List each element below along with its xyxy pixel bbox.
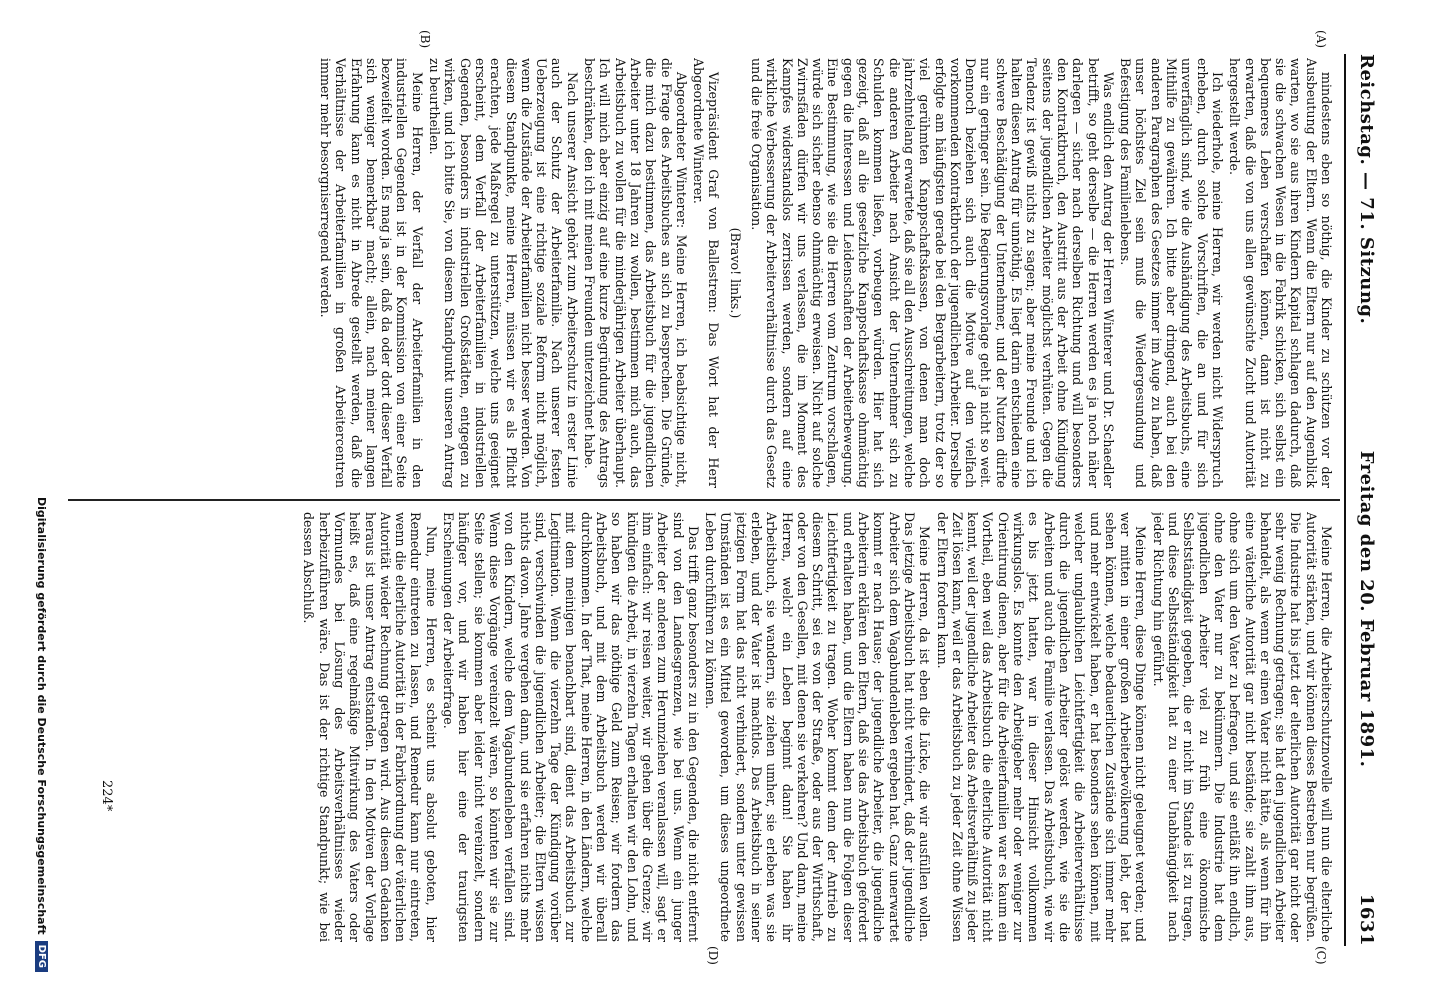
paragraph: Nach unserer Ansicht gehört zum Arbeiterschutz in erster Linie auch der Schutz der Arbeiterfamilie. Nach unserer festen Ueberzeugung ist eine richtige soziale Reform nicht möglich, wenn die Zustände der Arbeiterfamilien nicht besser werden. Von diesem Standpunkte, meine Herren, müssen wir es als Pflicht erachten, jede Maßregel zu unterstützen, welche uns geeignet erscheint, dem Verfall der Arbeiterfamilien in industriellen Gegenden, besonders in industriellen Großstädten, entgegen zu wirken, und ich bitte Sie, von diesem Standpunkt unseren Antrag zu beurtheilen. <box>427 58 580 488</box>
paragraph: Meine Herren, diese Dinge können nicht geleugnet werden; und wer mitten in einer großen Arbeiterbevölkerung lebt, der hat sehen können, welche bedauerlichen Zustände sich immer mehr und mehr entwickelt haben, er hat besonders sehen können, mit welcher unglaublichen Leichtfertigkeit die Arbeiterverhältnisse durch die jugendlichen Arbeiter gelöst werden, wie sie die Arbeiten und auch die Familie verlassen. Das Arbeitsbuch, wie wir es bis jetzt hatten, war in dieser Hinsicht vollkommen wirkungslos. Es konnte den Arbeitgeber mehr oder weniger zur Orientirung dienen, aber für die Arbeiterfamilien war es kaum ein Vortheil, eben weil das Arbeitsbuch die elterliche Autorität nicht kennt, weil der jugendliche Arbeiter das Arbeitsverhältniß zu jeder Zeit lösen kann, weil er das Arbeitsbuch zu jeder Zeit ohne Wissen der Eltern fordern kann. <box>934 512 1149 942</box>
paragraph: Meine Herren, da ist eben die Lücke, die wir ausfüllen wollen. Das jetzige Arbeitsbuch hat nicht verhindert, daß der jugendliche Arbeiter sich dem Vagabundenleben ergeben hat. Ganz unerwartet kommt er nach Hause; der jugendliche Arbeiter, die jugendliche Arbeiterin erklären den Eltern, daß sie das Arbeitsbuch gefordert und erhalten haben, und die Eltern haben nun die Folgen dieser Leichtfertigkeit zu tragen. Woher kommt denn der Antrieb zu diesem Schritt, sei es von der Straße, oder aus der Wirthschaft, oder von den Gesellen, mit denen sie verkehren? Und dann, meine Herren, welch' ein Leben beginnt dann! Sie haben ihr Arbeitsbuch, sie wandern, sie ziehen umher, sie erleben was sie erleben, und der Vater ist machtlos. Das Arbeitsbuch in seiner jetzigen Form hat das nicht verhindert, sondern unter gewissen Umständen ist es ein Mittel geworden, um dieses ungeordnete Leben durchführen zu können. <box>703 512 933 942</box>
paragraph: Was endlich den Antrag der Herren Winterer und Dr. Schaedler betrifft, so geht derselbe — die Herren werden es ja noch näher darlegen — sicher nach derselben Richtung und will besonders den Kontraktbruch, den Austritt aus der Arbeit ohne Kündigung seitens der jugendlichen Arbeiter möglichst verhüten. Gegen die Tendenz ist gewiß nichts zu sagen; aber meine Freunde und ich halten diesen Antrag für unnöthig. Es liegt darin entschieden eine schwere Beschädigung der Unternehmer, und der Nutzen dürfte nur ein geringer sein. Die Regierungsvorlage geht ja nicht so weit. Dennoch beziehen sich auch die Motive auf den vielfach vorkommenden Kontraktbruch der jugendlichen Arbeiter. Derselbe erfolgte am häufigsten gerade bei den Bergarbeitern, trotz der so viel gerühmten Knappschaftskassen, von denen man doch jahrzehntelang erwartete, daß sie all den Ausschreitungen, welche die anderen Arbeiter nach Ansicht der Unternehmer sich zu Schulden kommen ließen, vorbeugen würden. Hier hat sich gezeigt, daß all die gesetzliche Knappschaftskasse ohnmächtig gegen die Interessen und Leidenschaften der Arbeiterbewegung. Eine Bestimmung, wie sie die Herren vom Zentrum vorschlagen, würde sich sicher ebenso ohnmächtig erweisen. Nicht auf solche Zwirnsfäden dürfen wir uns verlassen, die im Moment des Kampfes widerstandslos zerrissen werden, sondern auf eine wirkliche Verbesserung der Arbeiterverhältnisse durch das Gesetz und die freie Organisation. <box>749 58 1116 488</box>
column-divider <box>68 499 1340 501</box>
margin-marker-b: (B) <box>418 30 432 49</box>
credit-text: Digitalisierung gefördert durch die Deutsche Forschungsgemeinschaft <box>35 496 49 935</box>
page-header <box>1352 54 1382 946</box>
margin-marker-a: (A) <box>1314 30 1328 49</box>
signature-mark: 224* <box>99 780 114 812</box>
header-left: Reichstag. — 71. Sitzung. <box>1356 54 1378 325</box>
paragraph: Meine Herren, die Arbeiterschutznovelle will nun die elterliche Autorität stärken, und wir können dieses Bestreben nur begrüßen. Die Industrie hat bis jetzt der elterlichen Autorität gar nicht oder sehr wenig Rechnung getragen; sie hat den jugendlichen Arbeiter behandelt, als wenn er einen Vater nicht hätte, als wenn für ihn eine väterliche Autorität gar nicht bestände; sie zahlt ihm aus, ohne sich um den Vater zu befragen, und sie entläßt ihn endlich, ohne den Vater nur zu bekümmern. Die Industrie hat dem jugendlichen Arbeiter viel zu früh eine ökonomische Selbstständigkeit gegeben, die er nicht im Stande ist zu tragen, und diese Selbstständigkeit hat zu einer Unabhängigkeit nach jeder Richtung hin geführt. <box>1150 512 1334 942</box>
dfg-logo: DFG <box>36 941 49 972</box>
margin-marker-c: (C) <box>1314 946 1328 965</box>
page-number: 1631 <box>1356 893 1378 946</box>
left-column <box>66 58 1334 488</box>
margin-marker-d: (D) <box>706 946 720 965</box>
paragraph: Abgeordneter Winterer: Meine Herren, ich beabsichtige nicht, die Frage des Arbeitsbuches an sich zu besprechen. Die Gründe, die mich dazu bestimmen, das Arbeitsbuch für die jugendlichen Arbeiter unter 18 Jahren zu wollen, bestimmen mich auch, das Arbeitsbuch zu wollen für die minderjährigen Arbeiter überhaupt. Ich will mich aber einzig auf eine kurze Begründung des Antrags beschränken, den ich mit meinen Freunden unterzeichnet habe. <box>582 58 689 488</box>
paragraph: Nun, meine Herren, es scheint uns absolut geboten, hier Remedur eintreten zu lassen, und Remedur kann nur eintreten, wenn die elterliche Autorität in der Fabrikordnung der väterlichen Autorität wieder Rechnung getragen wird. Aus diesem Gedanken heraus ist unser Antrag entstanden. In den Motiven der Vorlage heißt es, daß eine regelmäßige Mitwirkung des Vaters oder Vormundes bei Lösung des Arbeitsverhältnisses wieder herbeizuführen wäre. Das ist der richtige Standpunkt; wie bei dessen Abschluß. <box>301 512 439 942</box>
header-date: Freitag den 20. Februar 1891. <box>1356 450 1378 768</box>
right-column <box>66 512 1334 942</box>
paragraph: Das trifft ganz besonders zu in den Gegenden, die nicht entfernt sind von den Landesgrenzen, wie bei uns. Wenn ein junger Arbeiter der anderen zum Herumziehen veranlassen will, sagt er ihm einfach: wir reisen weiter, wir gehen über die Grenze; wir kündigen die Arbeit, in vierzehn Tagen erhalten wir den Lohn, und so haben wir das nöthige Geld zum Reisen; wir fordern das Arbeitsbuch, und mit dem Arbeitsbuch werden wir überall durchkommen. In der That, meine Herren, in den Ländern, welche mit dem meinigen benachbart sind, dient das Arbeitsbuch zur Legitimation. Wenn die vierzehn Tage der Kündigung vorüber sind, verschwinden die jugendlichen Arbeiter; die Eltern wissen nichts davon. Jahre vergehen dann, und sie erfahren nichts mehr von den Kindern, welche dem Vagabundenleben verfallen sind. Wenn diese Vorgänge vereinzelt wären, so könnten wir sie zur Seite stellen; sie kommen aber leider nicht vereinzelt, sondern häufiger vor, und wir haben hier eine der traurigsten Erscheinungen der Arbeiterfrage. <box>441 512 701 942</box>
paragraph: mindestens eben so nöthig, die Kinder zu schützen vor der Ausbeutung der Eltern. Wenn die Eltern nur auf den Augenblick warten, wo sie aus ihren Kindern Kapital schlagen dadurch, daß sie die schwachen Wesen in die Fabrik schicken, sich selbst ein bequemeres Leben verschaffen können, dann ist nicht zu erwarten, daß die von uns allen gewünschte Zucht und Autorität hergestellt werde. <box>1227 58 1334 488</box>
applause-note: (Bravo! links.) <box>727 227 743 319</box>
paragraph: Vizepräsident Graf von Ballestrem: Das Wort hat der Herr Abgeordnete Winterer. <box>691 58 722 488</box>
paragraph: Meine Herren, der Verfall der Arbeiterfamilien in den industriellen Gegenden ist in der Kommission von einer Seite bezweifelt worden. Es mag ja sein, daß da oder dort dieser Verfall sich weniger bemerkbar macht; allein, nach meiner langen Erfahrung kann es nicht in Abrede gestellt werden, daß die Verhältnisse der Arbeiterfamilien in großen Arbeitercentren immer mehr besorgniserregend werden. <box>318 58 425 488</box>
header-rule <box>1344 54 1346 946</box>
paragraph: Ich wiederhole, meine Herren, wir werden nicht Widerspruch erheben, durch solche Vorschriften, die an und für sich unverfänglich sind, wie die Aushändigung des Arbeitsbuchs, eine Mithilfe zu gewähren. Ich bitte aber dringend, auch bei den anderen Paragraphen des Gesetzes immer im Auge zu haben, daß unser höchstes Ziel sein muß die Wiedergesundung und Befestigung des Familienlebens. <box>1118 58 1225 488</box>
digitization-credit <box>26 92 58 972</box>
